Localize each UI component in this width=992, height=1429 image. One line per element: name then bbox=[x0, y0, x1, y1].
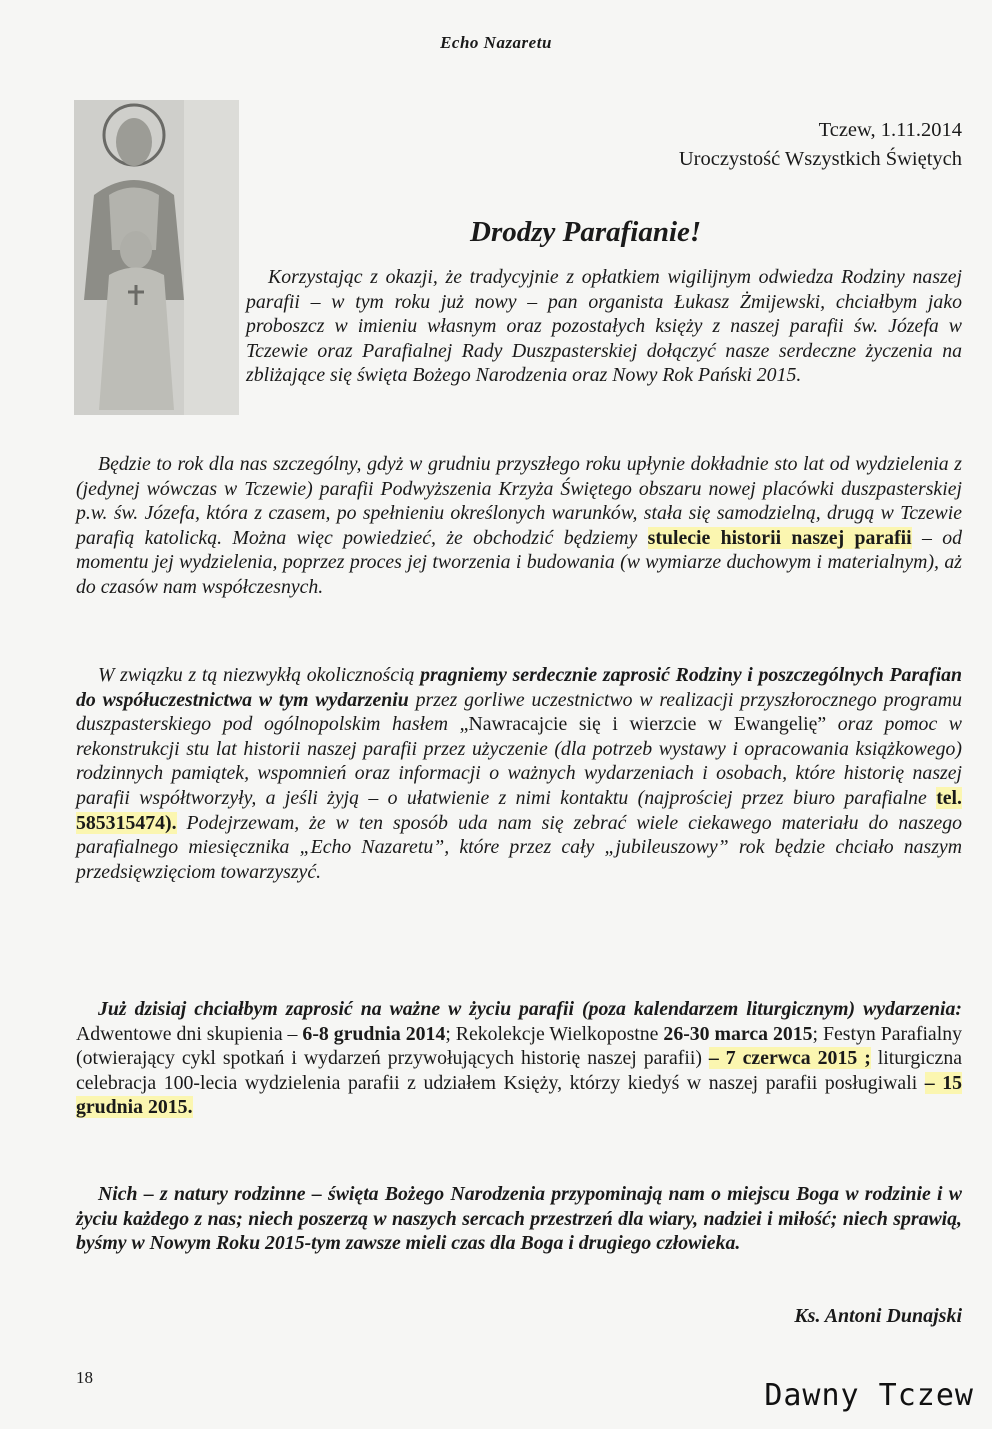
date-festival: – 7 czerwca 2015 ; bbox=[708, 1047, 871, 1070]
paragraph-4-text: Adwentowe dni skupienia – bbox=[76, 1022, 303, 1045]
paragraph-5 bbox=[76, 1182, 962, 1256]
closing-wishes: Nich – z natury rodzinne – święta Bożego Narodzenia przypominają nam o miejscu Boga w rodzinie i w życiu każdego z nas; niech poszerzą w naszych sercach przestrzeń dla wiary, nadziei i miłość; niech sprawią, byśmy w Nowym Roku 2015-tym zawsze mieli czas dla Boga i drugiego człowieka. bbox=[76, 1183, 962, 1255]
date-celebration: – 15 grudnia 2015. bbox=[76, 1071, 962, 1119]
highlight-centenary: stulecie historii naszej parafii bbox=[647, 526, 912, 549]
paragraph-3-text-3: oraz pomoc w rekonstrukcji stu lat historii naszej parafii przez użyczenie (dla potrzeb wystawy i opracowania książkowego) rodzinnych pamiątek, wspomnień oraz informacji o ważnych wydarzeniach i osobach, które historię naszej parafii współtworzyły, a jeśli żyją – o ułatwienie z nimi kontaktu (najprościej przez biuro parafialne bbox=[76, 713, 962, 809]
date-advent: 6-8 grudnia 2014 bbox=[302, 1022, 446, 1045]
paragraph-4-text-3: ; Festyn Parafialny (otwierający cykl spotkań i wydarzeń przywołujących historię naszej parafii) bbox=[76, 1022, 962, 1070]
paragraph-3-text-4: Podejrzewam, że w ten sposób uda nam się zebrać wiele ciekawego materiału do naszego parafialnego miesięcznika „Echo Nazaretu”, które przez cały „jubileuszowy” rok będzie chciało naszym przedsięwzięciom towarzyszyć. bbox=[76, 811, 962, 883]
paragraph-4 bbox=[76, 997, 962, 1120]
date-lent: 26-30 marca 2015 bbox=[663, 1022, 813, 1045]
masthead: Echo Nazaretu bbox=[440, 33, 552, 52]
parish-phone: tel. 585315474). bbox=[76, 786, 962, 834]
occasion: Uroczystość Wszystkich Świętych bbox=[678, 148, 962, 170]
signature: Ks. Antoni Dunajski bbox=[794, 1305, 962, 1327]
invitation-bold: pragniemy serdecznie zaprosić Rodziny i poszczególnych Parafian do współuczestnictwa w tym wydarzeniu bbox=[76, 664, 963, 711]
motto-quote: „Nawracajcie się i wierzcie w Ewangelię” bbox=[459, 713, 827, 736]
place-date: Tczew, 1.11.2014 bbox=[818, 119, 962, 141]
paragraph-2-text: Będzie to rok dla nas szczególny, gdyż w grudniu przyszłego roku upłynie dokładnie sto lat od wydzielenia z (jedynej wówczas w Tczewie) parafii Podwyższenia Krzyża Świętego obszaru nowej placówki duszpasterskiej p.w. św. Józefa, która z czasem, po spełnieniu określonych warunków, stała się samodzielną, drugą w Tczewie parafią katolicką. Można więc powiedzieć, że obchodzić będziemy bbox=[76, 453, 962, 549]
watermark: Dawny Tczew bbox=[764, 1378, 974, 1413]
greeting: Drodzy Parafianie! bbox=[470, 216, 702, 248]
paragraph-2-text-end: – od momentu jej wydzielenia, poprzez proces jej tworzenia i budowania (w wymiarze duchowym i materialnym), aż do czasów nam współczesnych. bbox=[76, 526, 963, 598]
paragraph-2 bbox=[76, 452, 962, 600]
paragraph-4-text-4: liturgiczna celebracja 100-lecia wydzielenia parafii z udziałem Księży, którzy kiedyś w naszej parafii posługiwali bbox=[76, 1047, 962, 1094]
paragraph-1 bbox=[246, 265, 962, 388]
page-number: 18 bbox=[76, 1368, 93, 1387]
events-lead: Już dzisiaj chciałbym zaprosić na ważne w życiu parafii (poza kalendarzem liturgicznym) wydarzenia: bbox=[98, 998, 962, 1020]
paragraph-4-text-2: ; Rekolekcje Wielkopostne bbox=[445, 1022, 664, 1045]
paragraph-3 bbox=[76, 663, 962, 884]
statue-illustration bbox=[74, 100, 239, 415]
paragraph-3-text: W związku z tą niezwykłą okolicznością bbox=[98, 664, 421, 686]
paragraph-1-text: Korzystając z okazji, że tradycyjnie z opłatkiem wigilijnym odwiedza Rodziny naszej parafii – w tym roku już nowy – pan organista Łukasz Żmijewski, chciałbym jako proboszcz w imieniu własnym oraz pozostałych księży z naszej parafii św. Józefa w Tczewie oraz Parafialnej Rady Duszpasterskiej dołączyć nasze serdeczne życzenia na zbliżające się święta Bożego Narodzenia oraz Nowy Rok Pański 2015. bbox=[246, 266, 962, 387]
dateline bbox=[679, 116, 962, 174]
paragraph-3-text-2: przez gorliwe uczestnictwo w realizacji przyszłorocznego programu duszpasterskiego pod ogólnopolskim hasłem bbox=[76, 688, 962, 736]
